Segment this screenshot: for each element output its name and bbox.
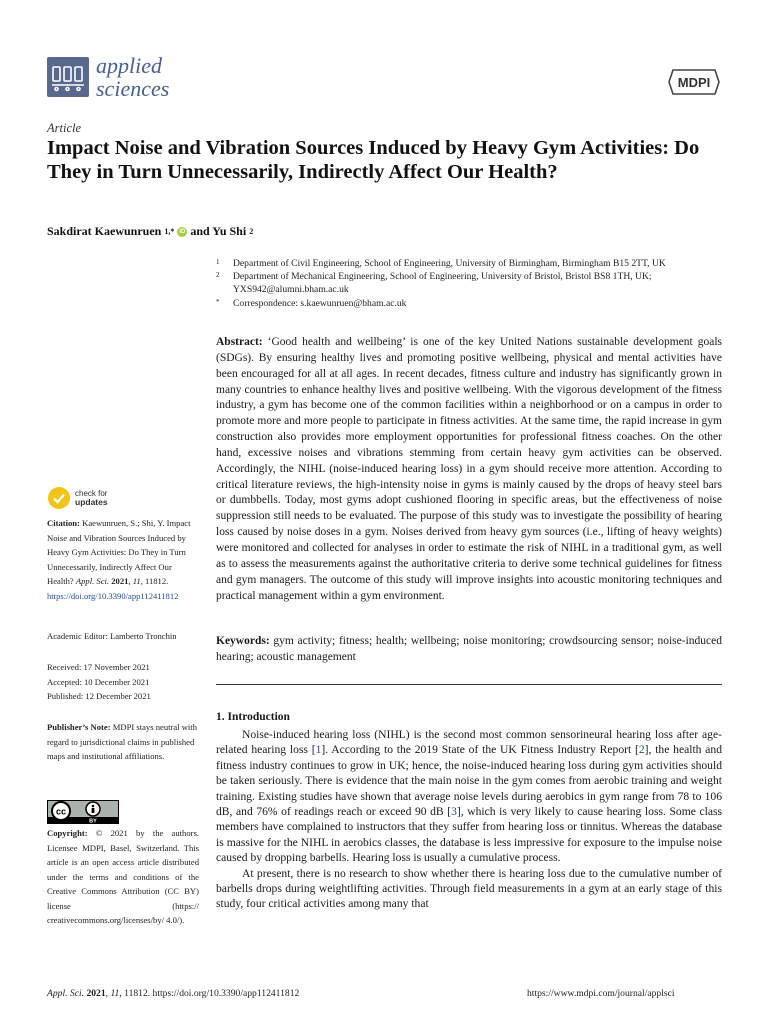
keywords-text: gym activity; fitness; health; wellbeing; noise monitoring; crowdsourcing sensor; noise-induced hearing; acoustic management <box>216 635 722 663</box>
section-heading: 1. Introduction <box>216 711 290 723</box>
author-name[interactable]: and Yu Shi <box>190 224 247 238</box>
publication-dates <box>47 660 199 704</box>
article-type: Article <box>47 121 82 135</box>
footer-citation: Appl. Sci. 2021, 11, 11812. https://doi.org/10.3390/app112411812 <box>47 988 300 999</box>
citation-block: Citation: Kaewunruen, S.; Shi, Y. Impact Noise and Vibration Sources Induced by Heavy Gym Activities: Do They in Turn Unnecessarily, Indirectly Affect Our Health? Appl. Sci. 2021, 11, 11812. https://doi.org/10.3390/app112411812 <box>47 518 191 601</box>
keywords <box>216 634 722 665</box>
citation-ref-link[interactable]: 1 <box>315 743 322 757</box>
published-date: Published: 12 December 2021 <box>47 691 151 701</box>
footer-journal-url[interactable]: https://www.mdpi.com/journal/applsci <box>527 988 675 999</box>
affiliations <box>216 257 726 310</box>
journal-logo-icon <box>47 57 89 97</box>
abstract-label: Abstract: <box>216 336 263 348</box>
introduction-body <box>216 727 722 912</box>
orcid-icon[interactable]: iD <box>179 228 186 235</box>
abstract <box>216 335 722 604</box>
citation-doi-link[interactable]: https://doi.org/10.3390/app112411812 <box>47 590 179 601</box>
correspondence: * Correspondence: s.kaewunruen@bham.ac.uk <box>216 297 407 309</box>
abstract-text: ‘Good health and wellbeing’ is one of the key United Nations sustainable development goals (SDGs). By ensuring healthy lives and promoting positive wellbeing, physical and mental activities have been encouraged for all at all ages. In recent decades, fitness culture and industry has significantly grown in many countries to enhance healthy lives and positive wellbeing. With the vigorous development of the fitness industry, a gym has become one of the common facilities within a neighborhood or on a campus in order to promote more and more people to participate in fitness activities. At the same time, the rapid increase in gym construction also provides more employment opportunities for professional fitness coaches. On the other hand, excessive noises and vibrations stemming from certain heavy gym activities can be observed. Accordingly, the NIHL (noise-induced hearing loss) in a gym should receive more attention. According to critical literature reviews, the high-intensity noise in gyms is mainly caused by the drops of heavy steel bars or dumbbells. Today, most gyms adopt cushioned flooring in specific areas, but the effectiveness of noise suppression still needs to be evaluated. The purpose of this study was to investigate the possibility of hearing loss caused by noise doses in a gym. Noises derived from heavy gym sources (i.e., lifting of heavy weights) were monitored and collected for analyses in order to estimate the risk of NIHL in a traditional gym, as well as to assess the measurements against the authoritative criteria to derive some technical guidelines for fitness and gym managers. The outcome of this study will improve insights into acoustic monitoring techniques and practical management within a gym environment. <box>216 336 723 602</box>
author-list <box>47 224 253 239</box>
author-affiliation-marker: 2 <box>249 227 254 236</box>
mdpi-logo-icon <box>667 68 721 96</box>
academic-editor: Academic Editor: Lamberto Tronchin <box>47 631 177 641</box>
section-divider <box>216 684 722 685</box>
citation-ref-link[interactable]: 2 <box>638 743 645 757</box>
svg-text:cc: cc <box>55 806 67 817</box>
publishers-note: Publisher’s Note: MDPI stays neutral with regard to jurisdictional claims in published maps and institutional affiliations. <box>47 722 197 761</box>
author-affiliation-marker: 1,* <box>164 227 175 236</box>
journal-name: applied sciences <box>96 53 170 101</box>
cc-by-label: BY <box>89 818 97 824</box>
article-title: Impact Noise and Vibration Sources Induced by Heavy Gym Activities: Do They in Turn Unnecessarily, Indirectly Affect Our Health? <box>47 137 700 183</box>
cc-by-license-icon[interactable] <box>47 800 119 824</box>
copyright-notice: Copyright: © 2021 by the authors. Licensee MDPI, Basel, Switzerland. This article is an open access article distributed under the terms and conditions of the Creative Commons Attribution (CC BY) license (https:// creativecommons.org/licenses/by/ 4.0/). <box>47 828 199 925</box>
affiliation-item: 2 Department of Mechanical Engineering, School of Engineering, University of Bristol, Bristol BS8 1TH, UK; YXS942@alumni.bham.ac.uk <box>216 271 652 296</box>
citation-ref-link[interactable]: 3 <box>451 805 457 819</box>
check-updates-icon <box>47 486 71 510</box>
affiliation-item: 1 Department of Civil Engineering, School of Engineering, University of Birmingham, Birmingham B15 2TT, UK <box>216 258 666 269</box>
paragraph: Noise-induced hearing loss (NIHL) is the second most common sensorineural hearing loss after age-related hearing loss [1]. According to the 2019 State of the UK Fitness Industry Report [2], the health and fitness industry continues to grow in UK; hence, the noise-induced hearing loss during gym activities should be taken seriously. There is evidence that the main noise in the gym comes from aerobic training and weight training. Existing studies have shown that average noise levels during aerobics in gym range from 78 to 106 dB, and 76% of readings reach or exceed 90 dB [3], which is very likely to cause hearing loss. Some class members have complained to instructors that they suffer from hearing loss or tinnitus. Whereas the database is massive for the NIHL in aerobics classes, the database is less impressive for exposure to the impulse noise caused by dropping barbells. Hearing loss is usually a cumulative process. <box>216 728 722 865</box>
check-for-updates-button[interactable]: check for updates <box>47 486 108 510</box>
mdpi-label: MDPI <box>677 75 711 90</box>
author-name[interactable]: Sakdirat Kaewunruen <box>47 224 162 238</box>
received-date: Received: 17 November 2021 <box>47 662 150 672</box>
accepted-date: Accepted: 10 December 2021 <box>47 676 150 687</box>
keywords-label: Keywords: <box>216 635 270 647</box>
paragraph: At present, there is no research to show whether there is hearing loss due to the cumulative number of barbells drops during weightlifting activities. Through field measurements in a gym at an early stage of this study, four critical activities among many that <box>216 866 722 911</box>
